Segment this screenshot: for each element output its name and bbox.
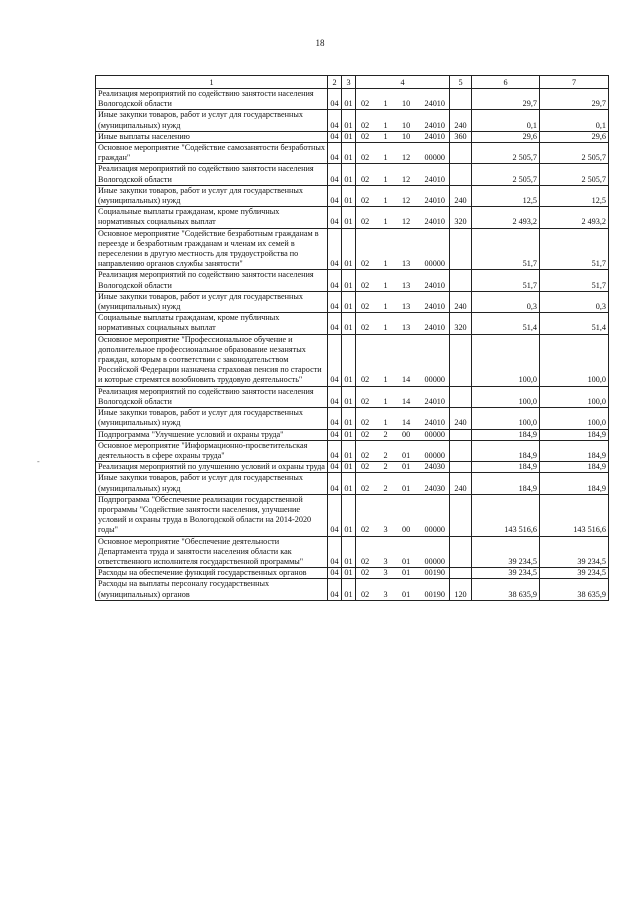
row-section: 04	[328, 313, 342, 334]
row-amount-col6: 51,4	[472, 313, 540, 334]
code-part: 00	[401, 429, 411, 439]
row-amount-col6: 184,9	[472, 429, 540, 440]
code-part: 01	[401, 450, 411, 460]
row-section: 04	[328, 143, 342, 164]
code-part: 14	[401, 418, 411, 428]
row-expense-type: 240	[450, 291, 472, 312]
code-part: 00000	[424, 375, 445, 385]
code-part: 01	[401, 568, 411, 578]
row-amount-col7: 184,9	[540, 440, 609, 461]
code-part: 1	[383, 217, 388, 227]
row-name: Реализация мероприятий по содействию занятости населения Вологодской области	[96, 386, 328, 407]
row-subsection: 01	[342, 164, 356, 185]
row-expense-type	[450, 143, 472, 164]
row-target-code	[356, 164, 450, 185]
table-row	[96, 473, 609, 494]
row-subsection: 01	[342, 131, 356, 142]
code-part: 1	[383, 280, 388, 290]
code-part: 02	[361, 120, 370, 130]
code-part: 24010	[424, 323, 445, 333]
row-subsection: 01	[342, 228, 356, 270]
code-part: 2	[383, 450, 388, 460]
code-part: 10	[401, 131, 411, 141]
row-target-code	[356, 429, 450, 440]
code-part: 14	[401, 375, 411, 385]
row-target-code	[356, 494, 450, 536]
code-part: 10	[401, 99, 411, 109]
row-amount-col7: 100,0	[540, 386, 609, 407]
row-subsection: 01	[342, 207, 356, 228]
row-target-code	[356, 143, 450, 164]
code-part: 24010	[424, 174, 445, 184]
row-name: Социальные выплаты гражданам, кроме публичных нормативных социальных выплат	[96, 207, 328, 228]
code-part: 02	[361, 99, 370, 109]
row-amount-col6: 29,6	[472, 131, 540, 142]
row-amount-col7: 39 234,5	[540, 568, 609, 579]
table-row	[96, 579, 609, 600]
row-target-code	[356, 334, 450, 386]
code-part: 02	[361, 568, 370, 578]
budget-table	[95, 75, 609, 601]
row-amount-col7: 0,1	[540, 110, 609, 131]
row-amount-col7: 29,6	[540, 131, 609, 142]
code-part: 02	[361, 396, 370, 406]
code-part: 01	[401, 589, 411, 599]
code-part: 1	[383, 153, 388, 163]
code-part: 12	[401, 153, 411, 163]
code-part: 2	[383, 483, 388, 493]
code-part: 1	[383, 99, 388, 109]
row-section: 04	[328, 429, 342, 440]
code-part: 00000	[424, 429, 445, 439]
row-section: 04	[328, 568, 342, 579]
code-part: 24030	[424, 483, 445, 493]
row-target-code	[356, 291, 450, 312]
row-amount-col6: 0,1	[472, 110, 540, 131]
row-name: Основное мероприятие "Информационно-просветительская деятельность в сфере охраны труда"	[96, 440, 328, 461]
table-row	[96, 313, 609, 334]
row-amount-col7: 12,5	[540, 185, 609, 206]
row-subsection: 01	[342, 270, 356, 291]
row-amount-col7: 100,0	[540, 334, 609, 386]
code-part: 10	[401, 120, 411, 130]
row-expense-type: 240	[450, 185, 472, 206]
code-part: 02	[361, 217, 370, 227]
code-part: 00190	[424, 589, 445, 599]
row-expense-type: 360	[450, 131, 472, 142]
row-amount-col6: 184,9	[472, 473, 540, 494]
code-part: 00000	[424, 259, 445, 269]
row-section: 04	[328, 579, 342, 600]
code-part: 02	[361, 418, 370, 428]
margin-mark: -	[37, 457, 40, 466]
row-amount-col6: 2 493,2	[472, 207, 540, 228]
row-amount-col7: 2 493,2	[540, 207, 609, 228]
row-expense-type	[450, 386, 472, 407]
row-name: Иные закупки товаров, работ и услуг для государственных (муниципальных) нужд	[96, 291, 328, 312]
row-section: 04	[328, 473, 342, 494]
row-amount-col7: 184,9	[540, 473, 609, 494]
code-part: 1	[383, 259, 388, 269]
row-section: 04	[328, 164, 342, 185]
row-section: 04	[328, 228, 342, 270]
code-part: 13	[401, 302, 411, 312]
row-amount-col7: 29,7	[540, 89, 609, 110]
table-row	[96, 207, 609, 228]
row-amount-col7: 51,7	[540, 228, 609, 270]
row-name: Социальные выплаты гражданам, кроме публичных нормативных социальных выплат	[96, 313, 328, 334]
row-name: Основное мероприятие "Содействие безработным гражданам в переезде и безработным гражданам и членам их семей в переселении в другую местность для трудоустройства по направлению органов службы занятости"	[96, 228, 328, 270]
table-row	[96, 334, 609, 386]
code-part: 1	[383, 323, 388, 333]
row-amount-col7: 184,9	[540, 462, 609, 473]
row-amount-col6: 100,0	[472, 408, 540, 429]
row-section: 04	[328, 291, 342, 312]
row-amount-col7: 39 234,5	[540, 536, 609, 568]
row-name: Иные закупки товаров, работ и услуг для государственных (муниципальных) нужд	[96, 185, 328, 206]
header-cell: 1	[96, 76, 328, 89]
code-part: 00000	[424, 153, 445, 163]
code-part: 02	[361, 280, 370, 290]
row-amount-col7: 2 505,7	[540, 164, 609, 185]
row-amount-col7: 143 516,6	[540, 494, 609, 536]
row-expense-type: 240	[450, 110, 472, 131]
code-part: 02	[361, 589, 370, 599]
row-target-code	[356, 270, 450, 291]
code-part: 24010	[424, 99, 445, 109]
code-part: 24010	[424, 418, 445, 428]
code-part: 1	[383, 174, 388, 184]
row-name: Реализация мероприятий по содействию занятости населения Вологодской области	[96, 270, 328, 291]
row-amount-col6: 100,0	[472, 386, 540, 407]
row-target-code	[356, 228, 450, 270]
table-row	[96, 89, 609, 110]
code-part: 00000	[424, 556, 445, 566]
row-amount-col6: 39 234,5	[472, 568, 540, 579]
row-target-code	[356, 408, 450, 429]
table-row	[96, 185, 609, 206]
table-row	[96, 291, 609, 312]
table-row	[96, 143, 609, 164]
row-subsection: 01	[342, 494, 356, 536]
row-amount-col6: 184,9	[472, 462, 540, 473]
row-expense-type	[450, 440, 472, 461]
row-subsection: 01	[342, 440, 356, 461]
code-part: 00	[401, 525, 411, 535]
code-part: 24030	[424, 462, 445, 472]
code-part: 02	[361, 375, 370, 385]
row-amount-col6: 2 505,7	[472, 143, 540, 164]
row-name: Расходы на обеспечение функций государственных органов	[96, 568, 328, 579]
code-part: 01	[401, 462, 411, 472]
row-subsection: 01	[342, 386, 356, 407]
code-part: 24010	[424, 396, 445, 406]
row-expense-type: 120	[450, 579, 472, 600]
row-name: Иные выплаты населению	[96, 131, 328, 142]
code-part: 02	[361, 259, 370, 269]
header-cell: 4	[356, 76, 450, 89]
code-part: 02	[361, 196, 370, 206]
header-row	[96, 76, 609, 89]
row-expense-type: 240	[450, 408, 472, 429]
header-cell: 3	[342, 76, 356, 89]
row-amount-col6: 184,9	[472, 440, 540, 461]
row-name: Иные закупки товаров, работ и услуг для государственных (муниципальных) нужд	[96, 408, 328, 429]
row-expense-type: 320	[450, 207, 472, 228]
code-part: 1	[383, 396, 388, 406]
row-amount-col7: 38 635,9	[540, 579, 609, 600]
row-amount-col6: 51,7	[472, 228, 540, 270]
row-expense-type: 320	[450, 313, 472, 334]
table-row	[96, 536, 609, 568]
row-amount-col6: 38 635,9	[472, 579, 540, 600]
table-row	[96, 110, 609, 131]
table-row	[96, 408, 609, 429]
row-amount-col7: 2 505,7	[540, 143, 609, 164]
row-amount-col6: 51,7	[472, 270, 540, 291]
row-subsection: 01	[342, 185, 356, 206]
row-amount-col6: 12,5	[472, 185, 540, 206]
code-part: 1	[383, 196, 388, 206]
row-amount-col7: 184,9	[540, 429, 609, 440]
row-target-code	[356, 440, 450, 461]
code-part: 24010	[424, 217, 445, 227]
table-row	[96, 386, 609, 407]
row-target-code	[356, 89, 450, 110]
row-name: Подпрограмма "Обеспечение реализации государственной программы "Содействие занятости населения, улучшение условий и охраны труда в Вологодской области на 2014-2020 годы"	[96, 494, 328, 536]
row-target-code	[356, 579, 450, 600]
code-part: 02	[361, 429, 370, 439]
code-part: 13	[401, 323, 411, 333]
header-cell: 2	[328, 76, 342, 89]
row-target-code	[356, 207, 450, 228]
code-part: 24010	[424, 131, 445, 141]
row-name: Подпрограмма "Улучшение условий и охраны труда"	[96, 429, 328, 440]
code-part: 02	[361, 483, 370, 493]
row-section: 04	[328, 131, 342, 142]
row-amount-col6: 143 516,6	[472, 494, 540, 536]
code-part: 12	[401, 217, 411, 227]
row-name: Реализация мероприятий по содействию занятости населения Вологодской области	[96, 164, 328, 185]
code-part: 02	[361, 462, 370, 472]
row-target-code	[356, 131, 450, 142]
row-target-code	[356, 313, 450, 334]
table-row	[96, 429, 609, 440]
row-name: Основное мероприятие "Обеспечение деятельности Департамента труда и занятости населения области как ответственного исполнителя государственной программы"	[96, 536, 328, 568]
code-part: 12	[401, 196, 411, 206]
row-expense-type	[450, 270, 472, 291]
row-section: 04	[328, 334, 342, 386]
code-part: 00000	[424, 525, 445, 535]
row-subsection: 01	[342, 334, 356, 386]
table-row	[96, 440, 609, 461]
row-subsection: 01	[342, 143, 356, 164]
code-part: 2	[383, 462, 388, 472]
row-section: 04	[328, 89, 342, 110]
row-expense-type	[450, 494, 472, 536]
row-amount-col6: 29,7	[472, 89, 540, 110]
row-target-code	[356, 473, 450, 494]
table-row	[96, 462, 609, 473]
table-row	[96, 494, 609, 536]
table-row	[96, 131, 609, 142]
row-name: Иные закупки товаров, работ и услуг для государственных (муниципальных) нужд	[96, 473, 328, 494]
row-amount-col7: 0,3	[540, 291, 609, 312]
code-part: 3	[383, 525, 388, 535]
code-part: 02	[361, 450, 370, 460]
row-name: Иные закупки товаров, работ и услуг для государственных (муниципальных) нужд	[96, 110, 328, 131]
row-target-code	[356, 462, 450, 473]
row-subsection: 01	[342, 291, 356, 312]
row-subsection: 01	[342, 473, 356, 494]
row-amount-col6: 100,0	[472, 334, 540, 386]
row-subsection: 01	[342, 110, 356, 131]
table-row	[96, 228, 609, 270]
row-name: Основное мероприятие "Содействие самозанятости безработных граждан"	[96, 143, 328, 164]
header-cell: 6	[472, 76, 540, 89]
row-expense-type	[450, 462, 472, 473]
table-row	[96, 164, 609, 185]
code-part: 02	[361, 525, 370, 535]
row-section: 04	[328, 270, 342, 291]
row-amount-col7: 51,4	[540, 313, 609, 334]
row-subsection: 01	[342, 313, 356, 334]
row-section: 04	[328, 110, 342, 131]
row-expense-type	[450, 164, 472, 185]
row-subsection: 01	[342, 429, 356, 440]
row-section: 04	[328, 386, 342, 407]
row-subsection: 01	[342, 89, 356, 110]
code-part: 00190	[424, 568, 445, 578]
header-cell: 5	[450, 76, 472, 89]
table-row	[96, 568, 609, 579]
code-part: 01	[401, 483, 411, 493]
row-amount-col7: 100,0	[540, 408, 609, 429]
row-expense-type	[450, 568, 472, 579]
code-part: 13	[401, 280, 411, 290]
row-target-code	[356, 185, 450, 206]
row-expense-type: 240	[450, 473, 472, 494]
row-section: 04	[328, 408, 342, 429]
row-subsection: 01	[342, 568, 356, 579]
row-amount-col6: 0,3	[472, 291, 540, 312]
code-part: 2	[383, 429, 388, 439]
row-section: 04	[328, 462, 342, 473]
row-expense-type	[450, 89, 472, 110]
code-part: 02	[361, 174, 370, 184]
code-part: 24010	[424, 280, 445, 290]
code-part: 1	[383, 120, 388, 130]
code-part: 24010	[424, 196, 445, 206]
code-part: 02	[361, 323, 370, 333]
code-part: 01	[401, 556, 411, 566]
code-part: 24010	[424, 120, 445, 130]
row-section: 04	[328, 536, 342, 568]
row-target-code	[356, 386, 450, 407]
row-target-code	[356, 536, 450, 568]
code-part: 14	[401, 396, 411, 406]
row-name: Реализация мероприятий по содействию занятости населения Вологодской области	[96, 89, 328, 110]
row-section: 04	[328, 185, 342, 206]
row-name: Расходы на выплаты персоналу государственных (муниципальных) органов	[96, 579, 328, 600]
code-part: 02	[361, 131, 370, 141]
row-subsection: 01	[342, 462, 356, 473]
row-target-code	[356, 568, 450, 579]
page-number: 18	[315, 38, 325, 48]
code-part: 1	[383, 418, 388, 428]
code-part: 1	[383, 131, 388, 141]
row-subsection: 01	[342, 579, 356, 600]
code-part: 02	[361, 302, 370, 312]
row-amount-col6: 39 234,5	[472, 536, 540, 568]
code-part: 3	[383, 556, 388, 566]
code-part: 13	[401, 259, 411, 269]
row-section: 04	[328, 494, 342, 536]
row-expense-type	[450, 228, 472, 270]
row-expense-type	[450, 429, 472, 440]
header-cell: 7	[540, 76, 609, 89]
row-subsection: 01	[342, 536, 356, 568]
code-part: 12	[401, 174, 411, 184]
row-section: 04	[328, 440, 342, 461]
code-part: 24010	[424, 302, 445, 312]
code-part: 02	[361, 153, 370, 163]
code-part: 1	[383, 302, 388, 312]
row-amount-col6: 2 505,7	[472, 164, 540, 185]
row-target-code	[356, 110, 450, 131]
code-part: 3	[383, 589, 388, 599]
row-expense-type	[450, 334, 472, 386]
row-expense-type	[450, 536, 472, 568]
code-part: 1	[383, 375, 388, 385]
code-part: 02	[361, 556, 370, 566]
row-name: Основное мероприятие "Профессиональное обучение и дополнительное профессиональное образование незанятых граждан, которым в соответствии с законодательством Российской Федерации назначена страховая пенсия по старости и которые стремятся возобновить трудовую деятельность"	[96, 334, 328, 386]
row-section: 04	[328, 207, 342, 228]
row-amount-col7: 51,7	[540, 270, 609, 291]
row-name: Реализация мероприятий по улучшению условий и охраны труда	[96, 462, 328, 473]
table-row	[96, 270, 609, 291]
code-part: 3	[383, 568, 388, 578]
code-part: 00000	[424, 450, 445, 460]
row-subsection: 01	[342, 408, 356, 429]
